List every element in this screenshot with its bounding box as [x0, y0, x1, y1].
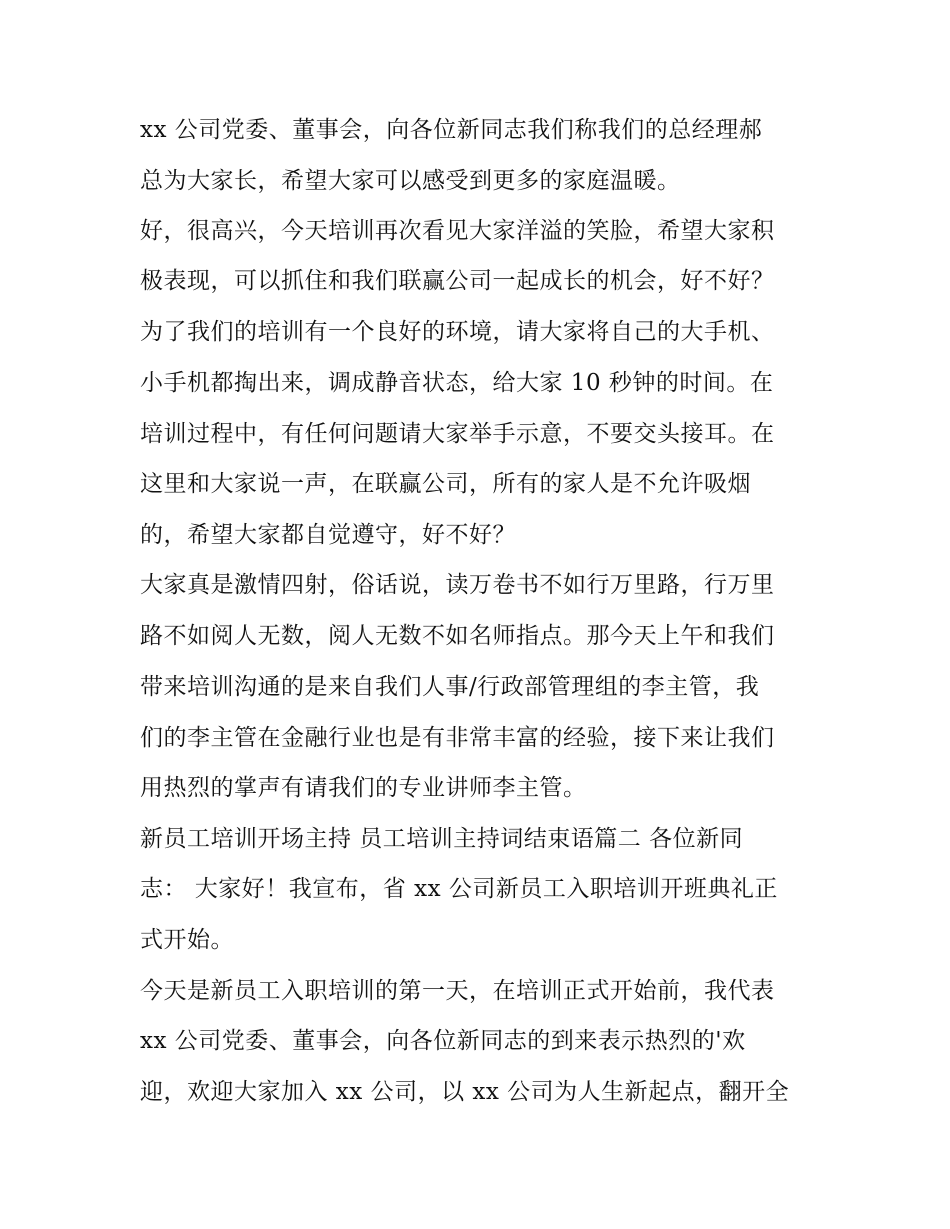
text-line: 为了我们的培训有一个良好的环境，请大家将自己的大手机、 [140, 319, 775, 345]
text-line: 带来培训沟通的是来自我们人事/行政部管理组的李主管，我 [140, 674, 760, 700]
text-line: 总为大家长，希望大家可以感受到更多的家庭温暖。 [140, 168, 681, 194]
text-line: 们的李主管在金融行业也是有非常丰富的经验，接下来让我们 [140, 725, 775, 751]
text-line: 极表现，可以抓住和我们联赢公司一起成长的机会，好不好？ [140, 268, 775, 294]
text-line: xx 公司党委、董事会，向各位新同志我们称我们的总经理郝 [140, 117, 763, 143]
text-line: 路不如阅人无数，阅人无数不如名师指点。那今天上午和我们 [140, 623, 775, 649]
text-line: 的，希望大家都自觉遵守，好不好？ [140, 522, 516, 548]
text-line: 式开始。 [140, 927, 234, 953]
text-line: 新员工培训开场主持 员工培训主持词结束语篇二 各位新同 [140, 826, 744, 852]
text-line: 今天是新员工入职培训的第一天，在培训正式开始前，我代表 [140, 978, 775, 1004]
text-line: 培训过程中，有任何问题请大家举手示意，不要交头接耳。在 [140, 421, 775, 447]
text-line: 迎，欢迎大家加入 xx 公司，以 xx 公司为人生新起点，翻开全 [140, 1079, 790, 1105]
text-line: 用热烈的掌声有请我们的专业讲师李主管。 [140, 775, 587, 801]
text-line: 志： 大家好！我宣布，省 xx 公司新员工入职培训开班典礼正 [140, 876, 778, 902]
text-line: 好，很高兴，今天培训再次看见大家洋溢的笑脸，希望大家积 [140, 218, 775, 244]
text-line: xx 公司党委、董事会，向各位新同志的到来表示热烈的'欢 [140, 1028, 746, 1054]
text-line: 这里和大家说一声，在联赢公司，所有的家人是不允许吸烟 [140, 471, 751, 497]
text-line: 小手机都掏出来，调成静音状态，给大家 10 秒钟的时间。在 [140, 370, 774, 396]
text-line: 大家真是激情四射，俗话说，读万卷书不如行万里路，行万里 [140, 572, 775, 598]
